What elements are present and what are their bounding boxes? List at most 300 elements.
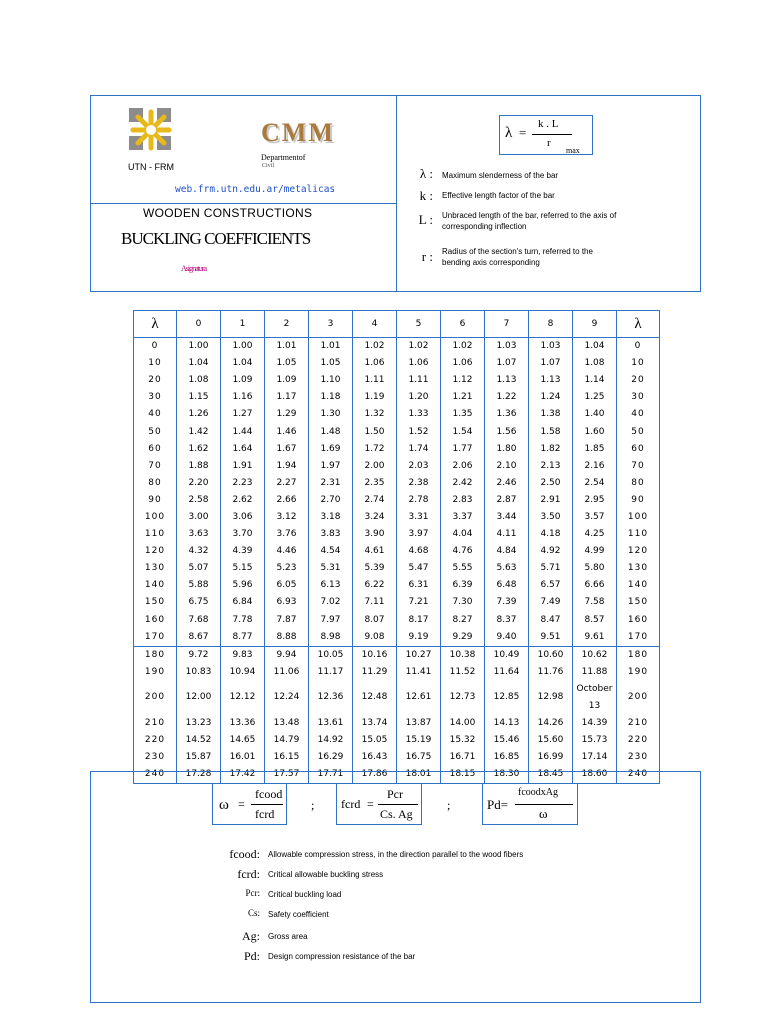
coefficient-cell: 1.03	[529, 338, 573, 356]
coefficient-cell: 1.36	[485, 406, 529, 423]
formula-numerator: Pcr	[387, 787, 403, 801]
table-row	[134, 732, 660, 749]
coefficient-cell: 1.94	[265, 458, 309, 475]
def-symbol: fcrd:	[237, 867, 260, 881]
coefficient-cell: 12.36	[309, 681, 353, 715]
table-row	[134, 560, 660, 577]
coefficient-cell: 11.06	[265, 664, 309, 681]
coefficient-cell: 2.54	[573, 475, 617, 492]
coefficient-cell: 18.30	[485, 766, 529, 784]
coefficient-cell: 7.39	[485, 594, 529, 611]
coefficient-cell: 1.04	[221, 355, 265, 372]
coefficient-cell: 1.11	[353, 372, 397, 389]
coefficient-cell: 1.44	[221, 423, 265, 440]
coefficient-cell: 11.17	[309, 664, 353, 681]
coefficient-cell: 5.55	[441, 560, 485, 577]
coefficient-cell: 7.49	[529, 594, 573, 611]
coefficient-cell: 1.10	[309, 372, 353, 389]
row-lambda-cell: 70	[617, 458, 660, 475]
fcrd-formula	[336, 783, 422, 825]
def-symbol: k :	[419, 188, 433, 203]
row-lambda-cell: 110	[134, 526, 177, 543]
pd-formula	[482, 783, 578, 825]
def-text: Design compression resistance of the bar	[268, 952, 416, 961]
table-row	[134, 338, 660, 356]
row-lambda-cell: 10	[617, 355, 660, 372]
coefficient-cell: 1.58	[529, 423, 573, 440]
row-lambda-cell: 100	[617, 509, 660, 526]
coefficient-cell: 1.77	[441, 441, 485, 458]
coefficient-cell: 1.29	[265, 406, 309, 423]
coefficient-cell: 1.06	[397, 355, 441, 372]
column-header: 8	[529, 311, 573, 338]
coefficient-cell: 1.56	[485, 423, 529, 440]
coefficient-cell: 5.47	[397, 560, 441, 577]
coefficient-cell: 8.67	[177, 629, 221, 647]
coefficient-cell: 1.20	[397, 389, 441, 406]
omega-symbol: ω	[219, 797, 229, 813]
coefficient-cell: 5.31	[309, 560, 353, 577]
coefficient-cell: 15.05	[353, 732, 397, 749]
formula-equals: =	[367, 797, 374, 811]
coefficient-cell: 1.72	[353, 441, 397, 458]
header-panel	[90, 95, 701, 292]
coefficient-cell: 2.42	[441, 475, 485, 492]
coefficient-cell: 2.62	[221, 492, 265, 509]
def-symbol: L :	[418, 212, 433, 227]
coefficient-cell: 4.92	[529, 543, 573, 560]
table-row	[134, 423, 660, 440]
coefficient-cell: 3.76	[265, 526, 309, 543]
coefficient-cell: 1.01	[309, 338, 353, 356]
coefficient-cell: 12.12	[221, 681, 265, 715]
utn-logo-icon	[129, 108, 173, 152]
website-link[interactable]: web.frm.utn.edu.ar/metalicas	[175, 184, 336, 195]
fraction-bar	[251, 804, 283, 805]
coefficient-cell: 2.83	[441, 492, 485, 509]
def-text: Critical allowable buckling stress	[268, 870, 384, 879]
coefficient-cell: 7.58	[573, 594, 617, 611]
formula-separator: ;	[447, 798, 451, 812]
coefficient-cell: 12.73	[441, 681, 485, 715]
coefficient-cell: 10.05	[309, 646, 353, 664]
coefficient-cell: 16.71	[441, 749, 485, 766]
coefficient-cell: 8.77	[221, 629, 265, 647]
coefficient-cell: 1.17	[265, 389, 309, 406]
coefficient-cell: 16.01	[221, 749, 265, 766]
coefficient-cell: 9.51	[529, 629, 573, 647]
page-title: BUCKLING COEFFICIENTS	[121, 229, 311, 248]
coefficient-cell: 6.31	[397, 577, 441, 594]
coefficient-cell: 4.04	[441, 526, 485, 543]
table-header-row	[134, 311, 660, 338]
row-lambda-cell: 150	[617, 594, 660, 611]
def-symbol: λ :	[419, 166, 433, 181]
coefficient-cell: 11.41	[397, 664, 441, 681]
coefficient-cell: 12.00	[177, 681, 221, 715]
coefficient-cell: 3.83	[309, 526, 353, 543]
coefficient-cell: 14.13	[485, 715, 529, 732]
coefficient-cell: 1.33	[397, 406, 441, 423]
coefficient-cell: 12.98	[529, 681, 573, 715]
pd-symbol: Pd=	[487, 797, 509, 812]
coefficient-cell: 4.68	[397, 543, 441, 560]
coefficient-cell: 1.05	[309, 355, 353, 372]
coefficient-cell: 11.76	[529, 664, 573, 681]
row-lambda-cell: 140	[617, 577, 660, 594]
coefficient-cell: 1.26	[177, 406, 221, 423]
row-lambda-cell: 120	[617, 543, 660, 560]
coefficient-cell: 11.64	[485, 664, 529, 681]
coefficient-cell: 10.38	[441, 646, 485, 664]
coefficient-cell: 5.88	[177, 577, 221, 594]
coefficient-cell: 4.54	[309, 543, 353, 560]
table-row	[134, 475, 660, 492]
coefficient-cell: 1.88	[177, 458, 221, 475]
coefficient-cell: 1.60	[573, 423, 617, 440]
formula-denominator: r	[547, 137, 551, 149]
row-lambda-cell: 160	[134, 612, 177, 629]
coefficient-cell: 2.35	[353, 475, 397, 492]
coefficient-cell: 1.48	[309, 423, 353, 440]
row-lambda-cell: 230	[617, 749, 660, 766]
coefficient-cell: 3.63	[177, 526, 221, 543]
coefficient-cell: 8.17	[397, 612, 441, 629]
coefficient-cell: 3.37	[441, 509, 485, 526]
row-lambda-cell: 180	[134, 646, 177, 664]
coefficient-cell: 14.65	[221, 732, 265, 749]
formula-subscript: max	[566, 146, 580, 155]
table-row	[134, 543, 660, 560]
def-text: Radius of the section's turn, referred to the bending axis corresponding	[442, 247, 593, 267]
coefficient-cell: 4.61	[353, 543, 397, 560]
coefficient-cell: 14.92	[309, 732, 353, 749]
coefficient-cell: 3.90	[353, 526, 397, 543]
row-lambda-cell: 30	[617, 389, 660, 406]
coefficient-cell: 7.97	[309, 612, 353, 629]
coefficient-cell: 6.84	[221, 594, 265, 611]
coefficient-cell: 2.10	[485, 458, 529, 475]
fraction-bar	[378, 804, 418, 805]
coefficient-cell: 9.94	[265, 646, 309, 664]
coefficient-cell: 4.18	[529, 526, 573, 543]
coefficient-cell: 1.18	[309, 389, 353, 406]
table-row	[134, 612, 660, 629]
coefficient-cell: 2.03	[397, 458, 441, 475]
coefficient-cell: 10.49	[485, 646, 529, 664]
row-lambda-cell: 20	[134, 372, 177, 389]
fraction-bar	[532, 134, 572, 135]
row-lambda-cell: 190	[617, 664, 660, 681]
coefficient-cell: 2.66	[265, 492, 309, 509]
row-lambda-cell: 40	[134, 406, 177, 423]
row-lambda-cell: 50	[617, 423, 660, 440]
coefficient-cell: 1.35	[441, 406, 485, 423]
coefficient-cell: 4.99	[573, 543, 617, 560]
coefficient-cell: 17.71	[309, 766, 353, 784]
coefficient-cell: 7.02	[309, 594, 353, 611]
coefficient-cell: 1.16	[221, 389, 265, 406]
coefficient-cell: 13.61	[309, 715, 353, 732]
formula-separator: ;	[311, 798, 315, 812]
buckling-coefficient-table	[133, 310, 660, 784]
coefficient-cell: 1.07	[485, 355, 529, 372]
coefficient-cell: 1.21	[441, 389, 485, 406]
coefficient-cell: 2.91	[529, 492, 573, 509]
coefficient-cell: 1.22	[485, 389, 529, 406]
coefficient-cell: 1.14	[573, 372, 617, 389]
coefficient-cell: 4.25	[573, 526, 617, 543]
coefficient-cell: 2.31	[309, 475, 353, 492]
row-lambda-cell: 20	[617, 372, 660, 389]
coefficient-cell: 4.46	[265, 543, 309, 560]
omega-formula	[212, 783, 287, 825]
table-row	[134, 646, 660, 664]
coefficient-cell: 1.19	[353, 389, 397, 406]
coefficient-cell: 2.58	[177, 492, 221, 509]
coefficient-cell: 17.57	[265, 766, 309, 784]
def-symbol: Pd:	[243, 949, 260, 963]
column-header: 3	[309, 311, 353, 338]
def-text: Safety coefficient	[268, 910, 329, 919]
coefficient-cell: 1.62	[177, 441, 221, 458]
coefficient-cell: 1.06	[353, 355, 397, 372]
coefficient-cell: 2.78	[397, 492, 441, 509]
coefficient-cell: 7.68	[177, 612, 221, 629]
coefficient-cell: 7.11	[353, 594, 397, 611]
row-lambda-cell: 230	[134, 749, 177, 766]
coefficient-cell: 13.36	[221, 715, 265, 732]
coefficient-cell: 1.11	[397, 372, 441, 389]
formula-equals: =	[238, 797, 245, 811]
table-row	[134, 389, 660, 406]
slenderness-formula	[499, 115, 593, 155]
coefficient-cell: 2.87	[485, 492, 529, 509]
coefficient-cell: 2.70	[309, 492, 353, 509]
coefficient-cell: 1.40	[573, 406, 617, 423]
coefficient-cell: 5.80	[573, 560, 617, 577]
row-lambda-cell: 100	[134, 509, 177, 526]
coefficient-cell: 1.09	[221, 372, 265, 389]
coefficient-cell: 2.74	[353, 492, 397, 509]
coefficient-cell: 1.04	[177, 355, 221, 372]
column-header: 6	[441, 311, 485, 338]
department-label: Departmentof	[261, 153, 306, 162]
coefficient-cell: 8.57	[573, 612, 617, 629]
coefficient-cell: 15.46	[485, 732, 529, 749]
coefficient-cell: 1.52	[397, 423, 441, 440]
coefficient-cell: 1.00	[177, 338, 221, 356]
coefficient-cell: 7.78	[221, 612, 265, 629]
row-lambda-cell: 220	[617, 732, 660, 749]
coefficient-cell: 9.72	[177, 646, 221, 664]
coefficient-cell: 1.13	[529, 372, 573, 389]
row-lambda-cell: 10	[134, 355, 177, 372]
coefficient-cell: 18.45	[529, 766, 573, 784]
column-header: 9	[573, 311, 617, 338]
row-lambda-cell: 200	[134, 681, 177, 715]
coefficient-cell: 1.85	[573, 441, 617, 458]
table-row	[134, 458, 660, 475]
coefficient-cell: 9.29	[441, 629, 485, 647]
column-header: 5	[397, 311, 441, 338]
coefficient-cell: 2.23	[221, 475, 265, 492]
def-symbol: fcood:	[229, 847, 260, 861]
row-lambda-cell: 90	[617, 492, 660, 509]
coefficient-cell: 1.13	[485, 372, 529, 389]
formula-equals: =	[519, 125, 527, 140]
org-short-label: UTN - FRM	[128, 162, 174, 172]
row-lambda-cell: 170	[134, 629, 177, 647]
coefficient-cell: 5.63	[485, 560, 529, 577]
section-label: WOODEN CONSTRUCTIONS	[143, 206, 313, 220]
coefficient-cell: 8.88	[265, 629, 309, 647]
coefficient-cell: 17.42	[221, 766, 265, 784]
coefficient-cell: 7.30	[441, 594, 485, 611]
column-header: 1	[221, 311, 265, 338]
row-lambda-cell: 160	[617, 612, 660, 629]
coefficient-cell: 13.74	[353, 715, 397, 732]
coefficient-cell: 12.24	[265, 681, 309, 715]
coefficient-cell: 1.42	[177, 423, 221, 440]
row-lambda-cell: 60	[134, 441, 177, 458]
coefficient-cell: 1.12	[441, 372, 485, 389]
coefficient-cell: 3.06	[221, 509, 265, 526]
coefficient-cell: 18.15	[441, 766, 485, 784]
coefficient-cell: 1.00	[221, 338, 265, 356]
coefficient-cell: 1.02	[353, 338, 397, 356]
coefficient-cell: 12.85	[485, 681, 529, 715]
formula-numerator: k . L	[538, 118, 559, 130]
coefficient-cell: 2.13	[529, 458, 573, 475]
coefficient-cell: 6.93	[265, 594, 309, 611]
def-text: Effective length factor of the bar	[442, 191, 555, 200]
coefficient-cell: 7.87	[265, 612, 309, 629]
column-header-lambda-right: λ	[617, 311, 660, 338]
coefficient-cell: 1.05	[265, 355, 309, 372]
row-lambda-cell: 130	[617, 560, 660, 577]
table-row	[134, 664, 660, 681]
coefficient-cell: 1.91	[221, 458, 265, 475]
coefficient-cell: 3.12	[265, 509, 309, 526]
coefficient-cell: 6.05	[265, 577, 309, 594]
coefficient-cell: 1.27	[221, 406, 265, 423]
table-row	[134, 441, 660, 458]
coefficient-cell: 6.75	[177, 594, 221, 611]
coefficient-cell: 15.87	[177, 749, 221, 766]
coefficient-cell: 16.85	[485, 749, 529, 766]
coefficient-cell: 15.60	[529, 732, 573, 749]
coefficient-cell: 4.11	[485, 526, 529, 543]
coefficient-cell: 3.18	[309, 509, 353, 526]
coefficient-cell: 12.48	[353, 681, 397, 715]
coefficient-cell: 5.07	[177, 560, 221, 577]
row-lambda-cell: 210	[617, 715, 660, 732]
coefficient-cell: 4.76	[441, 543, 485, 560]
coefficient-cell: 12.61	[397, 681, 441, 715]
coefficient-cell: 17.28	[177, 766, 221, 784]
coefficient-cell: 1.25	[573, 389, 617, 406]
coefficient-cell: 10.16	[353, 646, 397, 664]
coefficient-cell: 1.32	[353, 406, 397, 423]
coefficient-cell: 1.38	[529, 406, 573, 423]
coefficient-cell: 1.02	[397, 338, 441, 356]
coefficient-cell: 2.95	[573, 492, 617, 509]
table-row	[134, 509, 660, 526]
table-row	[134, 629, 660, 647]
fcrd-symbol: fcrd	[341, 797, 361, 811]
header-divider-horizontal	[91, 203, 396, 204]
coefficient-cell: 3.97	[397, 526, 441, 543]
coefficient-cell: 6.13	[309, 577, 353, 594]
column-header: 0	[177, 311, 221, 338]
table-body	[134, 338, 660, 784]
def-symbol: r :	[421, 249, 433, 264]
coefficient-cell: 1.06	[441, 355, 485, 372]
row-lambda-cell: 200	[617, 681, 660, 715]
coefficient-cell: 14.00	[441, 715, 485, 732]
coefficient-cell: 14.26	[529, 715, 573, 732]
coefficient-cell: 6.48	[485, 577, 529, 594]
coefficient-cell: 9.83	[221, 646, 265, 664]
formula-denominator: Cs. Ag	[380, 807, 413, 821]
coefficient-cell: 15.73	[573, 732, 617, 749]
formula-numerator: fcoodxAg	[518, 787, 558, 798]
department-sub-label: Civil	[262, 163, 275, 169]
table-row	[134, 594, 660, 611]
coefficient-cell: 1.09	[265, 372, 309, 389]
coefficient-cell: 2.20	[177, 475, 221, 492]
coefficient-cell: 1.64	[221, 441, 265, 458]
row-lambda-cell: 140	[134, 577, 177, 594]
coefficient-cell: October 13	[573, 681, 617, 715]
formulas-panel	[90, 771, 701, 1003]
coefficient-cell: 8.27	[441, 612, 485, 629]
row-lambda-cell: 90	[134, 492, 177, 509]
coefficient-cell: 1.08	[177, 372, 221, 389]
coefficient-cell: 5.96	[221, 577, 265, 594]
row-lambda-cell: 50	[134, 423, 177, 440]
row-lambda-cell: 110	[617, 526, 660, 543]
subject-tag: Asignatura	[181, 264, 207, 273]
row-lambda-cell: 150	[134, 594, 177, 611]
column-header-lambda-left: λ	[134, 311, 177, 338]
coefficient-cell: 4.84	[485, 543, 529, 560]
def-text: Maximum slenderness of the bar	[442, 171, 559, 180]
table-row	[134, 526, 660, 543]
coefficient-cell: 3.50	[529, 509, 573, 526]
formula-denominator: fcrd	[255, 807, 275, 821]
coefficient-cell: 1.67	[265, 441, 309, 458]
coefficient-cell: 10.60	[529, 646, 573, 664]
row-lambda-cell: 190	[134, 664, 177, 681]
coefficient-cell: 5.39	[353, 560, 397, 577]
row-lambda-cell: 180	[617, 646, 660, 664]
coefficient-cell: 2.50	[529, 475, 573, 492]
def-text: Critical buckling load	[268, 890, 342, 899]
row-lambda-cell: 0	[617, 338, 660, 356]
def-symbol: Cs:	[247, 908, 260, 918]
table-row	[134, 577, 660, 594]
coefficient-cell: 3.44	[485, 509, 529, 526]
coefficient-cell: 6.22	[353, 577, 397, 594]
coefficient-cell: 9.40	[485, 629, 529, 647]
table-row	[134, 681, 660, 715]
coefficient-cell: 3.24	[353, 509, 397, 526]
coefficient-cell: 10.27	[397, 646, 441, 664]
coefficient-cell: 2.06	[441, 458, 485, 475]
coefficient-cell: 10.62	[573, 646, 617, 664]
